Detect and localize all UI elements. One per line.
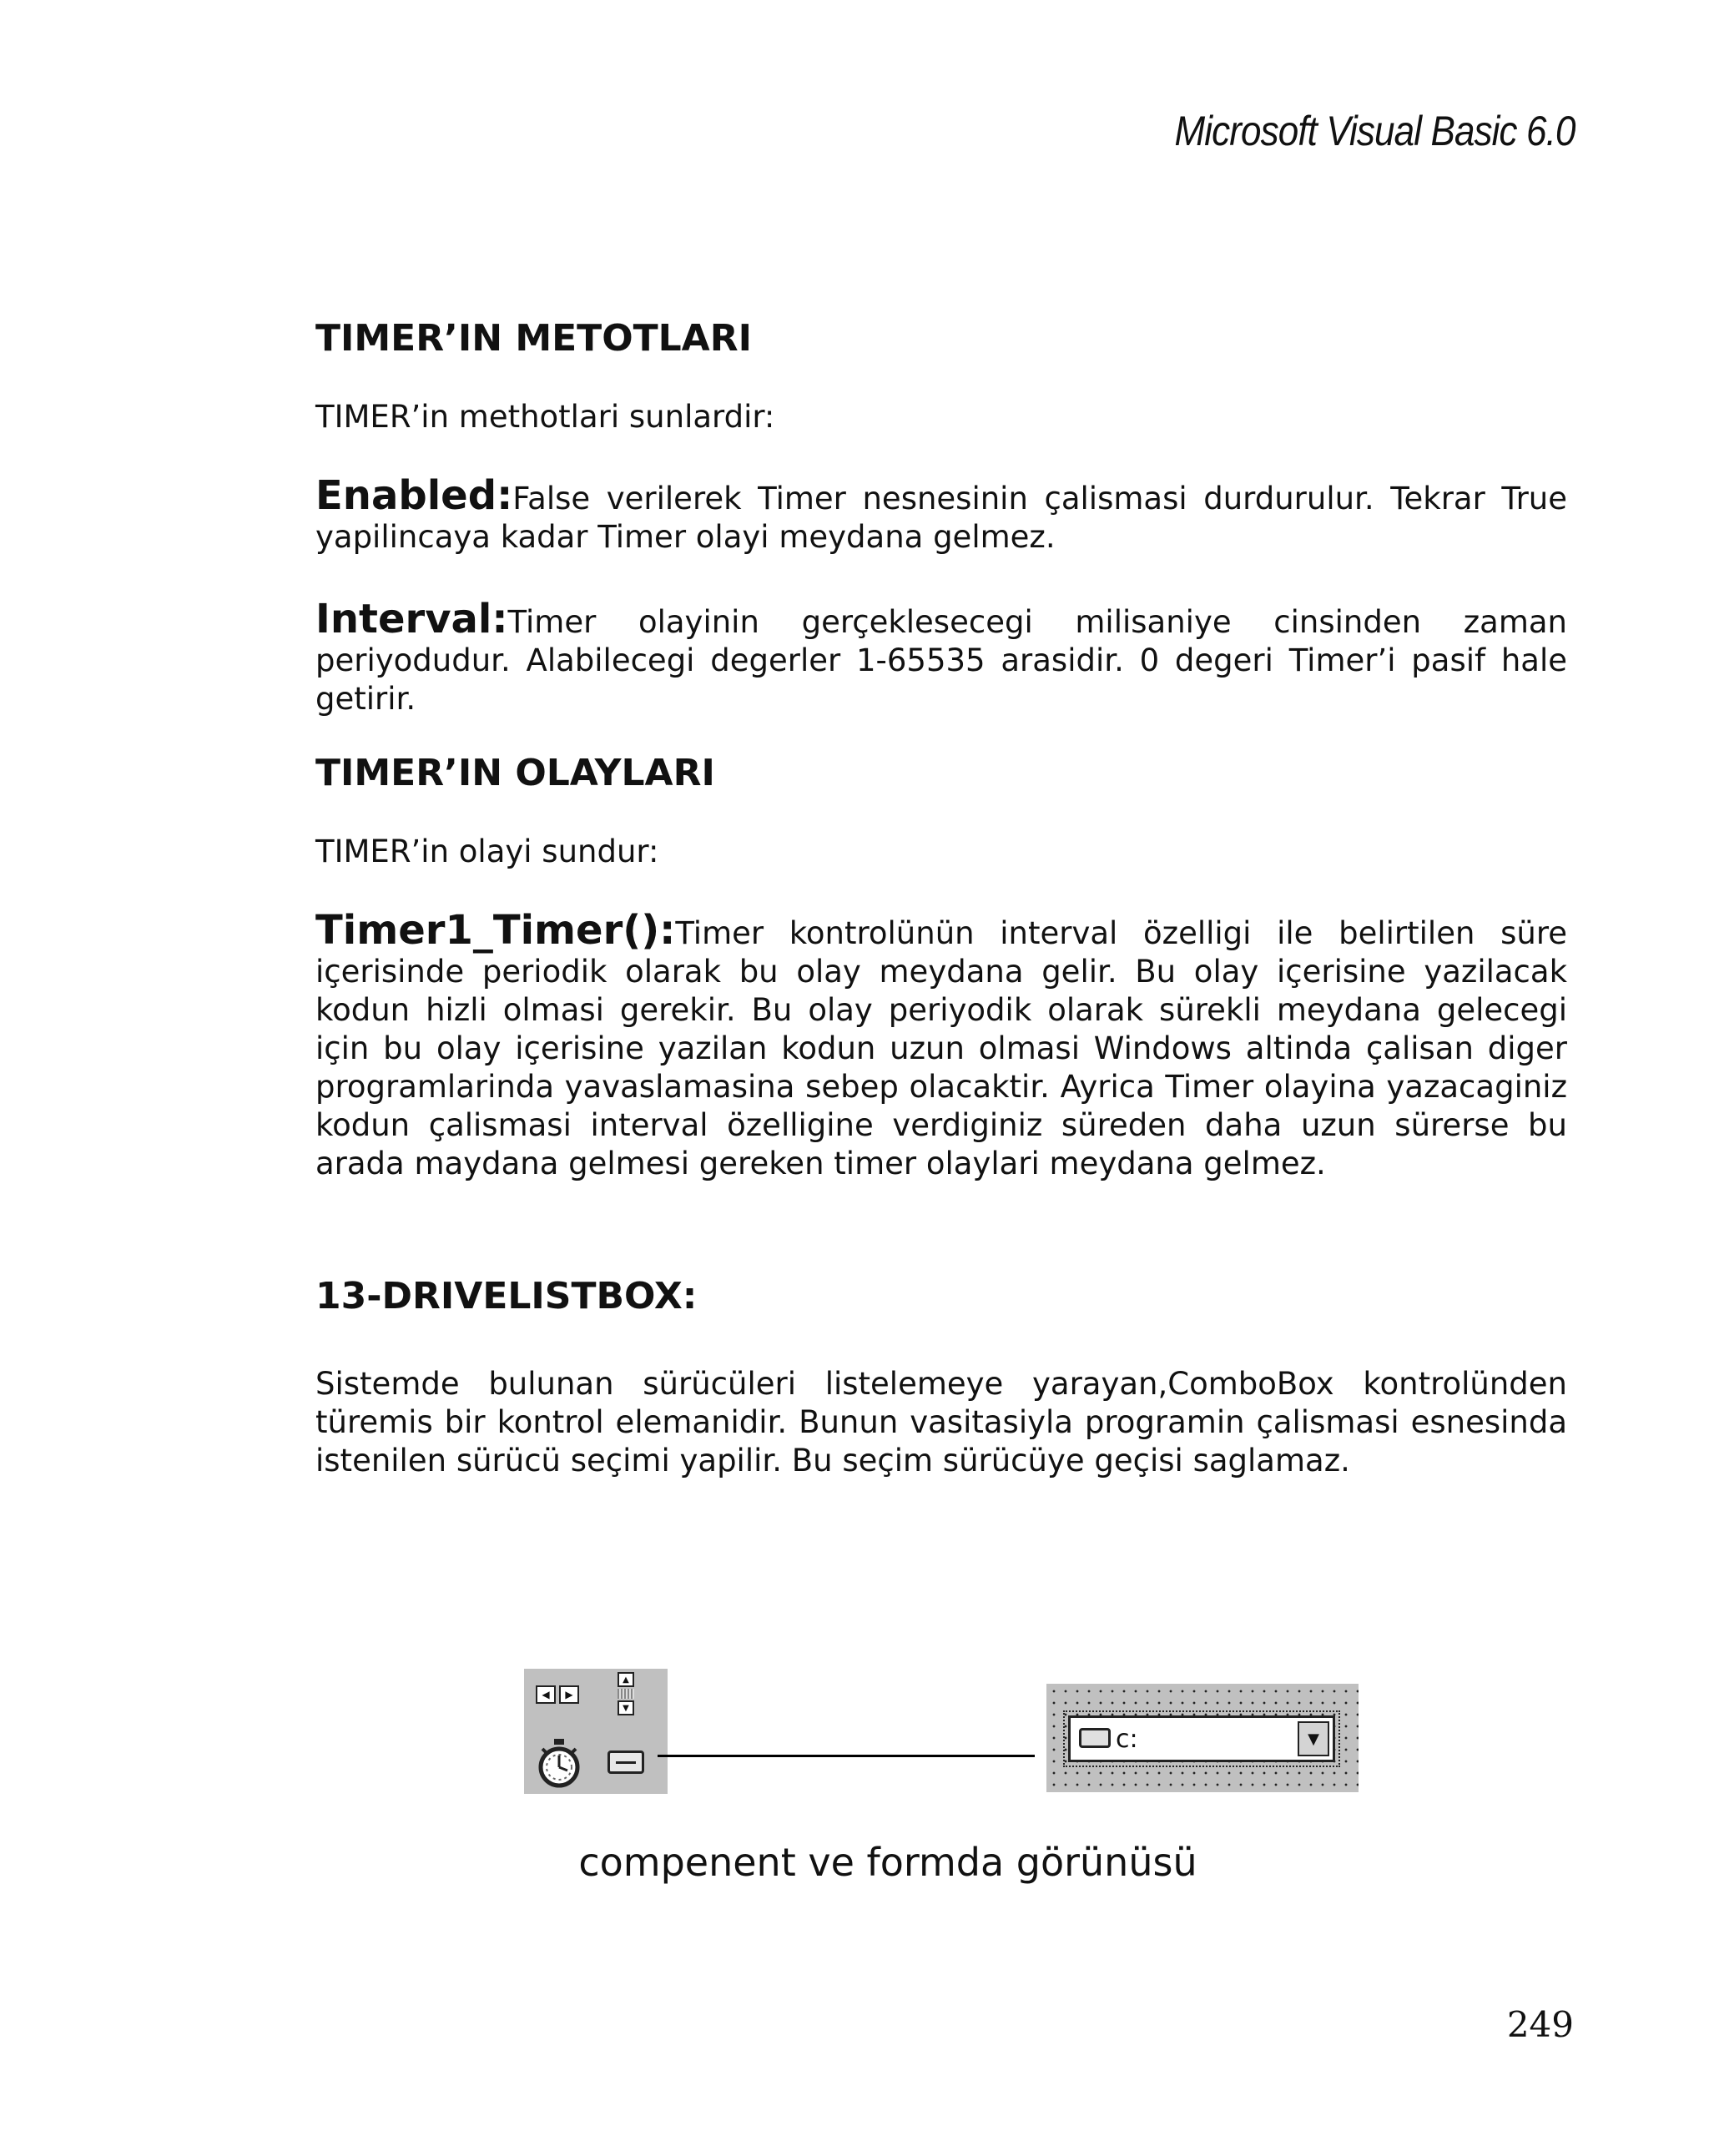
heading-timer-olaylari: TIMER’IN OLAYLARI xyxy=(315,751,715,794)
hscrollbar-tool xyxy=(536,1685,579,1704)
dropdown-arrow-icon[interactable]: ▼ xyxy=(1298,1721,1329,1756)
metotlari-intro: TIMER’in methotlari sunlardir: xyxy=(315,398,775,435)
interval-description: Timer olayinin gerçeklesecegi milisaniye cinsinden zaman periyodudur. Alabilecegi degerler 1-65535 arasidir. 0 degeri Timer’i pasif hale getirir. xyxy=(315,603,1567,717)
connector-line xyxy=(658,1755,1035,1757)
term-interval: Interval: xyxy=(315,595,508,642)
drive-value: c: xyxy=(1116,1725,1138,1754)
scroll-right-icon: ▶ xyxy=(559,1685,579,1704)
timer-event-description: Timer kontrolünün interval özelligi ile belirtilen süre içerisinde periodik olarak bu olay meydana gelir. Bu olay içerisine yazilacak kodun hizli olmasi gerekir. Bu olay periyodik olarak sürekli meydana gelecegi için bu olay içerisine yazilan kodun uzun olmasi Windows altinda çalisan diger programlarinda yavaslamasina sebep olacaktir. Ayrica Timer olayina yazacaginiz kodun çalismasi interval özelligine verdiginiz süreden daha uzun sürerse bu arada maydana gelmesi gereken timer olaylari meydana gelmez. xyxy=(315,914,1567,1181)
paragraph-drivelistbox: Sistemde bulunan sürücüleri listelemeye yarayan,ComboBox kontrolünden türemis bir kontrol elemanidir. Bunun vasitasiyla programin çalismasi esnesinda istenilen sürücü seçimi yapilir. Bu seçim sürücüye geçisi saglamaz. xyxy=(315,1366,1567,1479)
scroll-up-icon: ▲ xyxy=(618,1672,634,1687)
enabled-description: False verilerek Timer nesnesinin çalismasi durdurulur. Tekrar True yapilincaya kadar Timer olayi meydana gelmez. xyxy=(315,480,1567,555)
drive-list-icon xyxy=(607,1750,644,1774)
heading-drivelistbox: 13-DRIVELISTBOX: xyxy=(315,1274,698,1317)
term-enabled: Enabled: xyxy=(315,471,513,519)
drivelistbox-figure xyxy=(524,1667,1359,1809)
term-timer1-timer: Timer1_Timer(): xyxy=(315,906,676,954)
paragraph-timer-event xyxy=(315,906,1567,1183)
heading-timer-metotlari: TIMER’IN METOTLARI xyxy=(315,317,752,360)
scroll-left-icon: ◀ xyxy=(536,1685,556,1704)
page-content xyxy=(315,317,1567,1480)
running-header: Microsoft Visual Basic 6.0 xyxy=(1174,108,1575,154)
page-number: 249 xyxy=(1506,2004,1574,2045)
figure-caption: compenent ve formda görünüsü xyxy=(578,1840,1197,1885)
drive-list-combo[interactable] xyxy=(1068,1715,1335,1762)
scroll-down-icon: ▼ xyxy=(618,1700,634,1715)
paragraph-interval xyxy=(315,595,1567,718)
vscrollbar-tool xyxy=(618,1672,634,1715)
toolbox-panel xyxy=(524,1669,668,1794)
form-design-area xyxy=(1046,1684,1359,1792)
olaylari-intro: TIMER’in olayi sundur: xyxy=(315,833,659,869)
drive-icon xyxy=(1079,1728,1111,1748)
scroll-track xyxy=(618,1689,634,1699)
timer-icon xyxy=(536,1737,582,1792)
paragraph-enabled xyxy=(315,471,1567,557)
